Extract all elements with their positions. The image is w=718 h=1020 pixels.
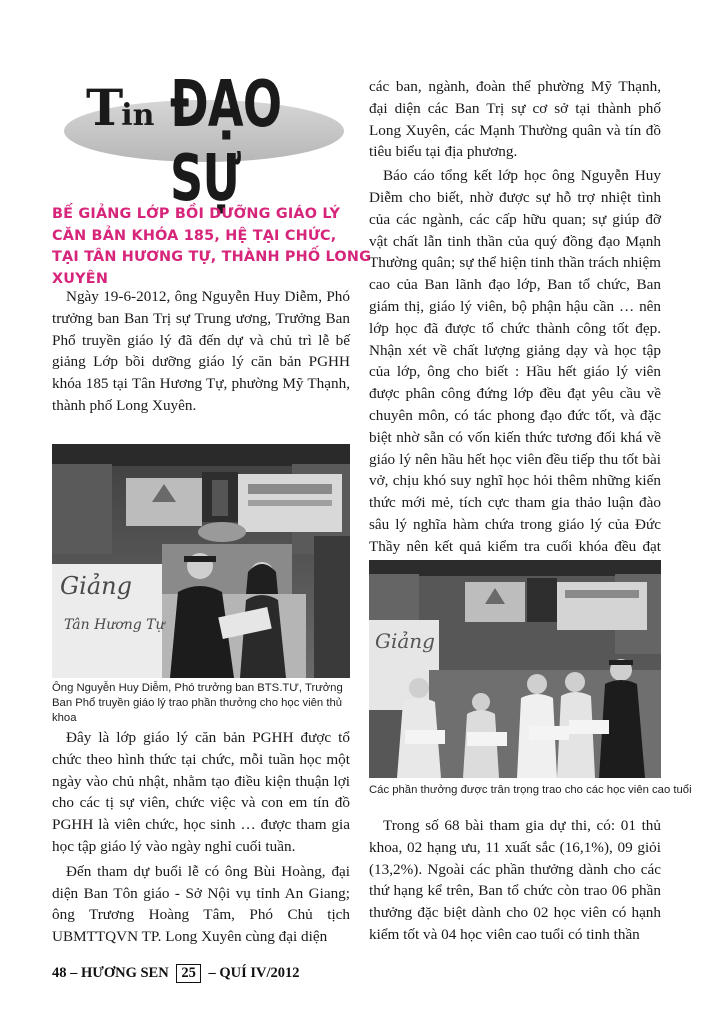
- magazine-name: – HƯƠNG SEN: [70, 965, 169, 981]
- photo-1-caption: Ông Nguyễn Huy Diễm, Phó trưởng ban BTS.TƯ, Trưởng Ban Phổ truyền giáo lý trao phần thưởng cho học viên thủ khoa: [52, 682, 343, 724]
- issue-period: – QUÍ IV/2012: [208, 965, 300, 981]
- body-paragraph: Đây là lớp giáo lý căn bản PGHH được tổ chức theo hình thức tại chức, mỗi tuần học một ngày vào chủ nhật, nhằm tạo điều kiện thuận lợi cho các tị sự viên, chức việc và con em tín đồ PGHH là viên chức, học sinh … được tham gia học tập giáo lý vào ngày nghỉ cuối tuần.: [52, 729, 350, 855]
- board-text: Giảng: [60, 572, 132, 600]
- headline-line: XUYÊN: [52, 270, 109, 287]
- body-paragraph: các ban, ngành, đoàn thể phường Mỹ Thạnh, đại diện các Ban Trị sự cơ sở tại thành phố Long Xuyên, các Mạnh Thường quân và tín đồ tiêu biểu tại địa phương.: [369, 78, 661, 161]
- page-number: 48: [52, 965, 67, 981]
- headline-line: TẠI TÂN HƯƠNG TỰ, THÀNH PHỐ LONG: [52, 249, 372, 265]
- body-left-column: [52, 727, 350, 948]
- ceremony-photo-1: [52, 444, 350, 678]
- page-footer: [52, 964, 352, 983]
- board-text: Giảng: [375, 629, 435, 653]
- headline-line: BẾ GIẢNG LỚP BỒI DƯỠNG GIÁO LÝ: [52, 206, 341, 222]
- photo-2-caption: Các phần thưởng được trân trọng trao cho các học viên cao tuổi: [369, 784, 692, 796]
- board-text-2: Tân Hương Tự: [64, 617, 165, 633]
- body-paragraph: Đến tham dự buổi lễ có ông Bùi Hoàng, đại diện Ban Tôn giáo - Sở Nội vụ tỉnh An Giang; ông Trương Hoàng Tâm, Phó Chủ tịch UBMTTQVN TP. Long Xuyên cùng đại diện: [52, 862, 350, 946]
- headline-line: CĂN BẢN KHÓA 185, HỆ TẠI CHỨC,: [52, 227, 337, 244]
- masthead-tin: Tin: [86, 78, 155, 137]
- intro-paragraph: Ngày 19-6-2012, ông Nguyễn Huy Diễm, Phó trưởng ban Ban Trị sự Trung ương, Trưởng Ban Phổ truyền giáo lý đã đến dự và chủ trì lễ bế giảng Lớp bồi dưỡng giáo lý căn bản PGHH khóa 185 tại Tân Hương Tự, phường Mỹ Thạnh, thành phố Long Xuyên.: [52, 288, 350, 414]
- body-paragraph: Trong số 68 bài tham gia dự thi, có: 01 thủ khoa, 02 hạng ưu, 11 xuất sắc (16,1%), 09 giỏi (13,2%). Ngoài các phần thưởng dành cho các thứ hạng kể trên, Ban tổ chức còn trao 06 phần thưởng đặc biệt dành cho 02 học viên có hạnh kiểm tốt và 04 học viên cao tuổi có tinh thần: [369, 817, 661, 943]
- body-right-column-top: [369, 76, 661, 579]
- body-paragraph: Báo cáo tổng kết lớp học ông Nguyễn Huy Diễm cho biết, nhờ được sự hỗ trợ nhiệt tình của các ngành, các cấp hữu quan; sự giúp đỡ vật chất lẫn tinh thần của quý đồng đạo Mạnh Thường quân; sự thể hiện tinh thần trách nhiệm cao của Ban lãnh đạo lớp, Ban tổ chức, Ban giám thị, giáo lý viên, bộ phận hậu cần … nên lớp học đã được tổ chức thành công tốt đẹp. Nhận xét về chất lượng giảng dạy và học tập của lớp, ông cho biết : Hầu hết giáo lý viên được phân công đứng lớp đều đạt yêu cầu về chuyên môn, có tác phong đạo đức tốt, và đặc biệt nhờ sẵn có vốn kiến thức tương đối khá về giáo lý nên hầu hết học viên đều tiếp thu tốt bài vở, chịu khó suy nghĩ học hỏi thêm những kiến thức mới mẻ, tích cực tham gia thảo luận đào sâu lý nghĩa hàm chứa trong giáo lý của Đức Thầy nên kết quả kiểm tra cuối khóa đều đạt: [369, 167, 661, 555]
- ceremony-photo-2: [369, 560, 661, 778]
- masthead-title: ĐẠO SỰ: [170, 68, 282, 216]
- article-headline: [52, 204, 372, 290]
- issue-number: 25: [176, 964, 201, 983]
- body-right-column-bottom: [369, 815, 661, 946]
- intro-section: [52, 286, 350, 417]
